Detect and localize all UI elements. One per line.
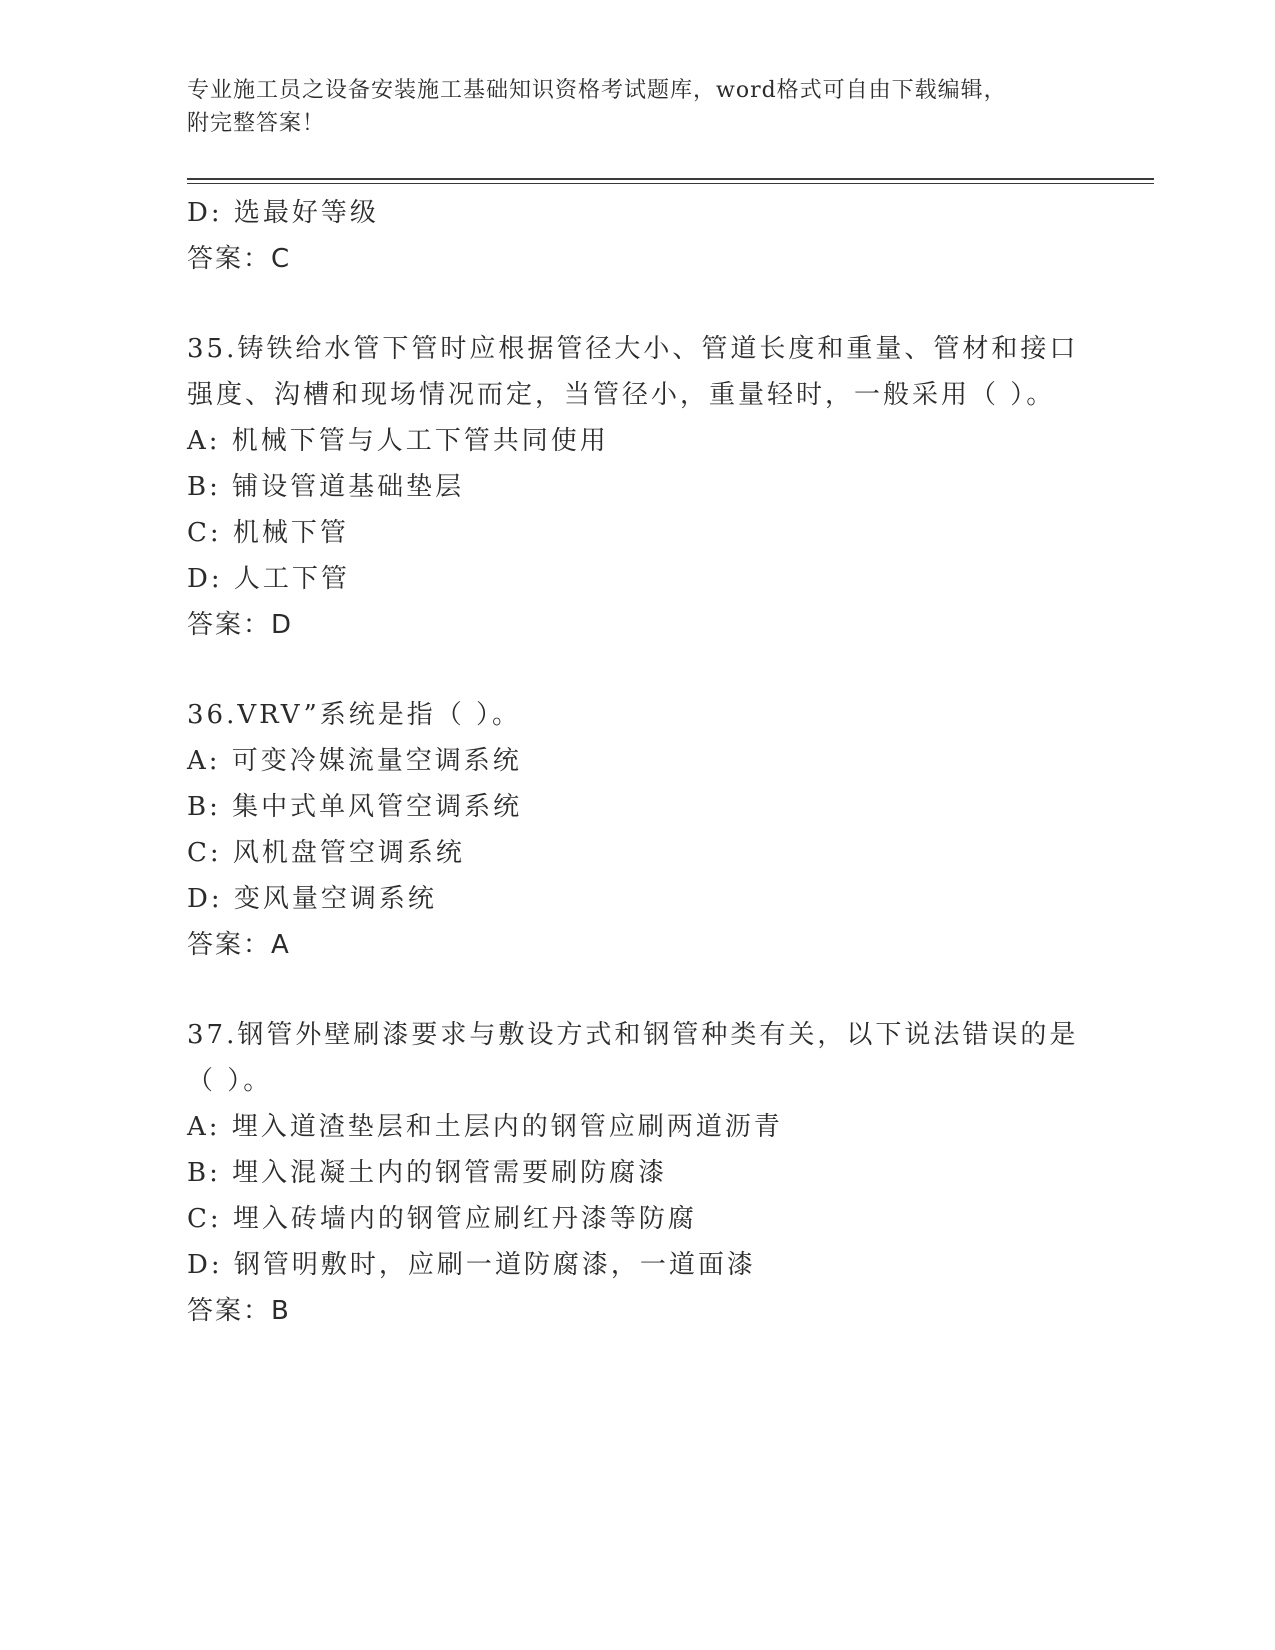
header-divider-thin — [187, 183, 1154, 184]
option-c: C: 机械下管 — [187, 518, 349, 548]
question-title-line: （ ）。 — [187, 1066, 273, 1096]
option-d: D: 钢管明敷时，应刷一道防腐漆，一道面漆 — [187, 1250, 756, 1280]
option-a: A: 机械下管与人工下管共同使用 — [187, 426, 609, 456]
question-title-line: 37.钢管外壁刷漆要求与敷设方式和钢管种类有关，以下说法错误的是 — [187, 1020, 1079, 1050]
answer-line: 答案：D — [187, 610, 294, 640]
option-d: D: 选最好等级 — [187, 198, 379, 228]
option-b: B: 埋入混凝土内的钢管需要刷防腐漆 — [187, 1158, 668, 1188]
option-b: B: 铺设管道基础垫层 — [187, 472, 465, 502]
option-b: B: 集中式单风管空调系统 — [187, 792, 523, 822]
question-title-line: 强度、沟槽和现场情况而定，当管径小，重量轻时，一般采用（ ）。 — [187, 380, 1056, 410]
answer-line: 答案：B — [187, 1296, 291, 1326]
option-c: C: 风机盘管空调系统 — [187, 838, 465, 868]
question-35 — [187, 326, 1087, 648]
spacer — [187, 282, 1087, 326]
option-a: A: 可变冷媒流量空调系统 — [187, 746, 522, 776]
answer-line: 答案：A — [187, 930, 291, 960]
question-title-line: 36.VRV”系统是指（ ）。 — [187, 700, 522, 730]
option-d: D: 变风量空调系统 — [187, 884, 437, 914]
header-divider-thick — [187, 178, 1154, 180]
option-d: D: 人工下管 — [187, 564, 350, 594]
question-37 — [187, 1012, 1087, 1334]
answer-line: 答案：C — [187, 244, 292, 274]
question-list — [187, 190, 1087, 1334]
document-header — [187, 74, 1087, 140]
option-a: A: 埋入道渣垫层和土层内的钢管应刷两道沥青 — [187, 1112, 783, 1142]
question-title-line: 35.铸铁给水管下管时应根据管径大小、管道长度和重量、管材和接口 — [187, 334, 1079, 364]
previous-question-tail — [187, 190, 1087, 282]
header-line-2: 附完整答案！ — [187, 111, 326, 136]
spacer — [187, 968, 1087, 1012]
spacer — [187, 648, 1087, 692]
question-36 — [187, 692, 1087, 968]
header-line-1: 专业施工员之设备安装施工基础知识资格考试题库，word格式可自由下载编辑， — [187, 78, 1007, 103]
option-c: C: 埋入砖墙内的钢管应刷红丹漆等防腐 — [187, 1204, 697, 1234]
